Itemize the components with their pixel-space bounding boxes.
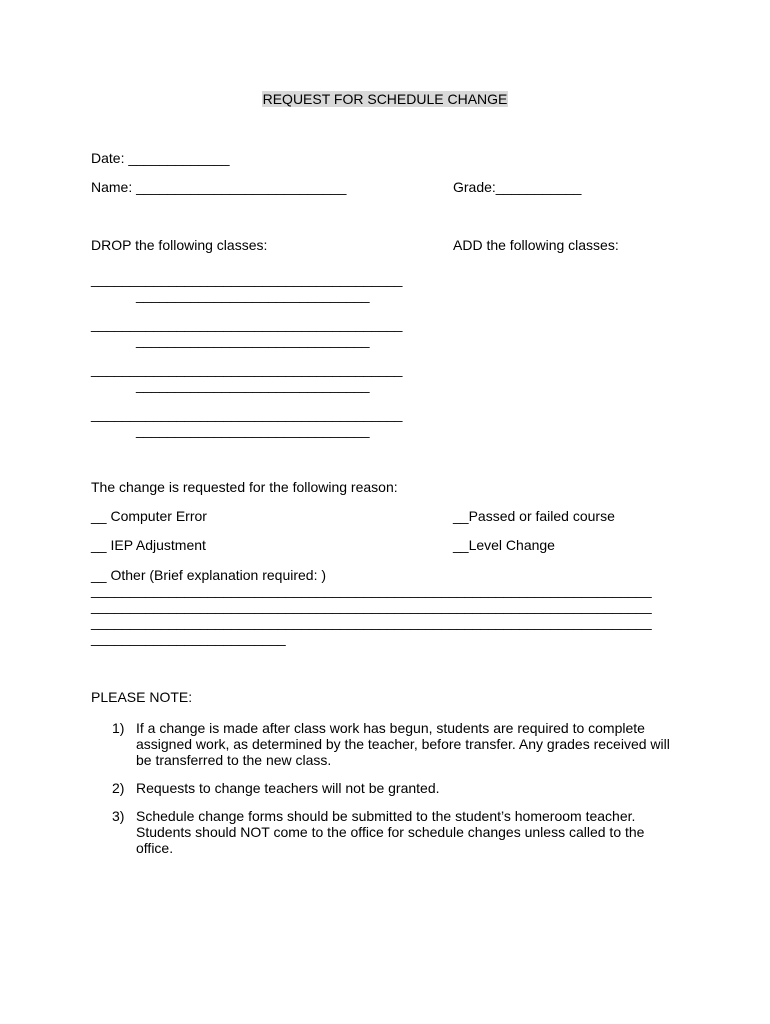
explanation-line[interactable]: ________________________________________________________________________ xyxy=(91,614,652,630)
drop-class-subline[interactable]: ______________________________ xyxy=(136,332,370,348)
drop-class-subline[interactable]: ______________________________ xyxy=(136,287,370,303)
name-field[interactable]: Name: ___________________________ xyxy=(91,179,347,195)
computer-error-option[interactable]: __ Computer Error xyxy=(91,508,207,524)
drop-class-line[interactable]: ________________________________________ xyxy=(91,316,403,332)
note-text: Schedule change forms should be submitted to the student’s homeroom teacher. Students should NOT come to the office for schedule changes unless called to the office. xyxy=(136,808,645,856)
drop-class-subline[interactable]: ______________________________ xyxy=(136,422,370,438)
add-classes-heading: ADD the following classes: xyxy=(453,237,619,253)
note-number: 2) xyxy=(112,780,125,796)
explanation-line[interactable]: ________________________________________________________________________ xyxy=(91,582,652,598)
reason-heading: The change is requested for the following reason: xyxy=(91,479,398,495)
passed-failed-option[interactable]: __Passed or failed course xyxy=(453,508,615,524)
grade-field[interactable]: Grade:___________ xyxy=(453,179,582,195)
drop-class-subline[interactable]: ______________________________ xyxy=(136,377,370,393)
drop-classes-heading: DROP the following classes: xyxy=(91,237,268,253)
date-field[interactable]: Date: _____________ xyxy=(91,150,230,166)
drop-class-line[interactable]: ________________________________________ xyxy=(91,406,403,422)
level-change-option[interactable]: __Level Change xyxy=(453,537,555,553)
note-text: If a change is made after class work has begun, students are required to complete assigned work, as determined by the teacher, before transfer. Any grades received will be transferred to the new class. xyxy=(136,720,670,768)
notes-list xyxy=(112,720,672,868)
list-item xyxy=(112,780,672,796)
other-option[interactable]: __ Other (Brief explanation required: ) xyxy=(91,567,327,583)
list-item xyxy=(112,808,672,856)
note-text: Requests to change teachers will not be granted. xyxy=(136,780,440,796)
drop-class-line[interactable]: ________________________________________ xyxy=(91,271,403,287)
explanation-line[interactable]: _________________________ xyxy=(91,630,286,646)
explanation-line[interactable]: ________________________________________________________________________ xyxy=(91,598,652,614)
iep-adjustment-option[interactable]: __ IEP Adjustment xyxy=(91,537,206,553)
form-title xyxy=(0,91,770,108)
note-number: 1) xyxy=(112,720,125,736)
form-title-text: REQUEST FOR SCHEDULE CHANGE xyxy=(262,91,508,107)
note-number: 3) xyxy=(112,808,125,824)
list-item xyxy=(112,720,672,768)
drop-class-line[interactable]: ________________________________________ xyxy=(91,361,403,377)
please-note-heading: PLEASE NOTE: xyxy=(91,689,193,705)
